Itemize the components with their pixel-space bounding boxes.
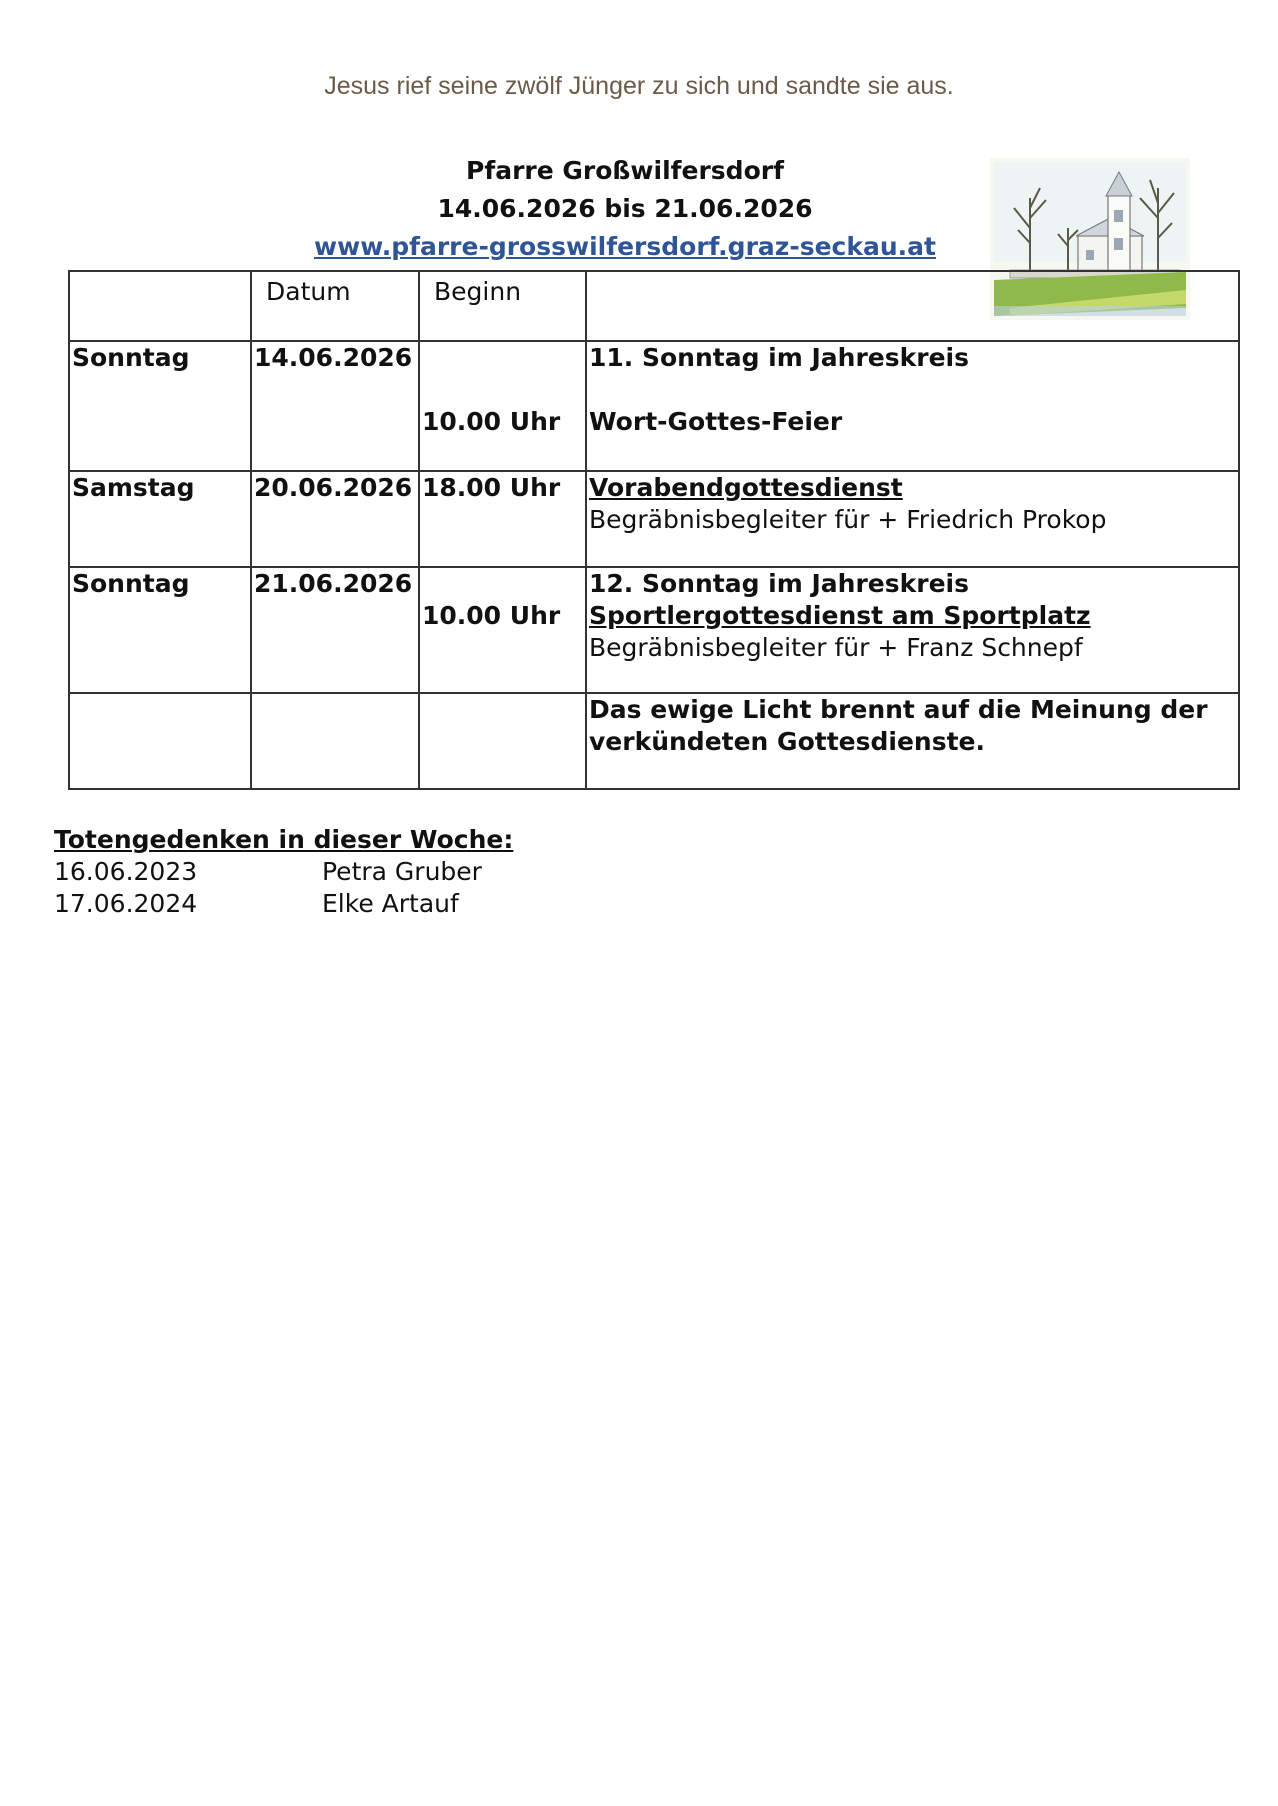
row-time: 18.00 Uhr bbox=[419, 471, 586, 567]
row-title: 12. Sonntag im Jahreskreis bbox=[589, 569, 970, 598]
empty-cell bbox=[419, 693, 586, 789]
list-item bbox=[54, 856, 513, 888]
row-time: 10.00 Uhr bbox=[422, 601, 561, 630]
row-title: 11. Sonntag im Jahreskreis bbox=[589, 343, 970, 372]
parish-name: Pfarre Großwilfersdorf bbox=[466, 156, 784, 185]
row-day: Samstag bbox=[69, 471, 251, 567]
row-description bbox=[586, 567, 1239, 693]
row-time-cell bbox=[419, 567, 586, 693]
service-schedule-table bbox=[68, 270, 1240, 790]
website-link[interactable]: www.pfarre-grosswilfersdorf.graz-seckau.at bbox=[314, 232, 936, 261]
row-note: Begräbnisbegleiter für + Franz Schnepf bbox=[589, 633, 1083, 662]
table-row-closing bbox=[69, 693, 1239, 789]
memorial-date: 16.06.2023 bbox=[54, 857, 198, 886]
row-note: Begräbnisbegleiter für + Friedrich Prokop bbox=[589, 505, 1107, 534]
memorial-name: Elke Artauf bbox=[322, 889, 459, 918]
closing-line-2: verkündeten Gottesdienste. bbox=[589, 727, 985, 756]
row-time: 10.00 Uhr bbox=[422, 407, 561, 436]
header-cell-datum: Datum bbox=[251, 271, 419, 341]
list-item bbox=[54, 888, 513, 920]
row-description bbox=[586, 341, 1239, 471]
row-date: 20.06.2026 bbox=[251, 471, 419, 567]
row-description bbox=[586, 471, 1239, 567]
row-event: Sportlergottesdienst am Sportplatz bbox=[589, 601, 1091, 630]
memorial-name: Petra Gruber bbox=[322, 857, 482, 886]
empty-cell bbox=[251, 693, 419, 789]
motto: Jesus rief seine zwölf Jünger zu sich und sandte sie aus. bbox=[324, 72, 954, 100]
table-header-row bbox=[69, 271, 1239, 341]
row-time-cell bbox=[419, 341, 586, 471]
table-row bbox=[69, 341, 1239, 471]
row-event: Wort-Gottes-Feier bbox=[589, 407, 843, 436]
header-block bbox=[300, 152, 950, 266]
date-range: 14.06.2026 bis 21.06.2026 bbox=[437, 194, 813, 223]
header-cell-day bbox=[69, 271, 251, 341]
row-date: 21.06.2026 bbox=[251, 567, 419, 693]
header-cell-beginn: Beginn bbox=[419, 271, 586, 341]
table-row bbox=[69, 567, 1239, 693]
closing-line-1: Das ewige Licht brennt auf die Meinung der bbox=[589, 695, 1208, 724]
empty-cell bbox=[69, 693, 251, 789]
table-row bbox=[69, 471, 1239, 567]
header-cell-description bbox=[586, 271, 1239, 341]
closing-note bbox=[586, 693, 1239, 789]
memorial-date: 17.06.2024 bbox=[54, 889, 198, 918]
row-day: Sonntag bbox=[69, 567, 251, 693]
row-date: 14.06.2026 bbox=[251, 341, 419, 471]
row-day: Sonntag bbox=[69, 341, 251, 471]
memorial-title: Totengedenken in dieser Woche: bbox=[54, 825, 514, 854]
memorial-section bbox=[54, 824, 513, 920]
row-event: Vorabendgottesdienst bbox=[589, 473, 903, 502]
